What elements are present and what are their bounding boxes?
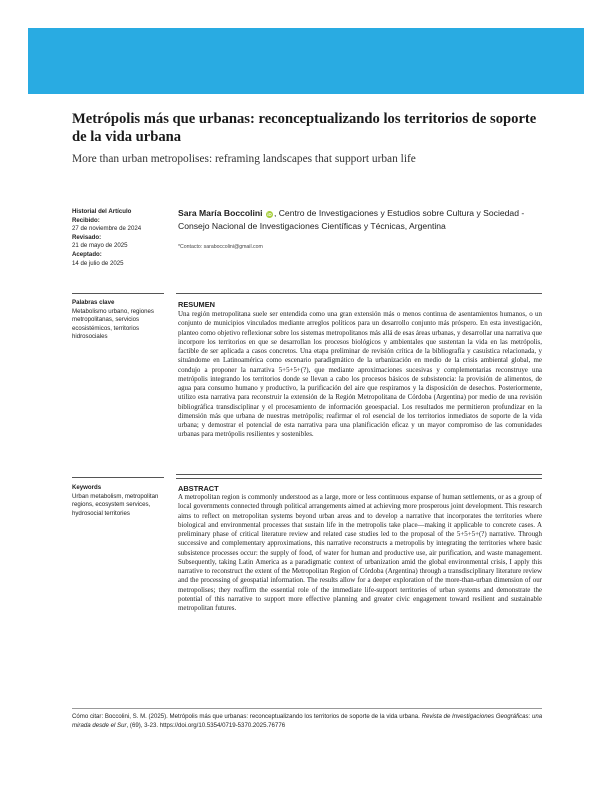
author-contact: *Contacto: saraboccolini@gmail.com — [178, 244, 263, 250]
article-history — [72, 208, 164, 268]
divider — [176, 478, 542, 479]
received-date: 27 de noviembre de 2024 — [72, 225, 142, 233]
divider — [176, 293, 542, 294]
abstract-heading: ABSTRACT — [178, 484, 219, 493]
accepted-date: 14 de julio de 2025 — [72, 259, 124, 267]
received-label: Recibido: — [72, 216, 100, 224]
citation-prefix: Cómo citar: Boccolini, S. M. (2025). Metrópolis más que urbanas: reconceptualizando los territorios de soporte de la vida urbana. — [72, 713, 422, 720]
keywords-es — [72, 299, 164, 342]
citation-divider — [72, 708, 542, 709]
citation — [72, 713, 552, 730]
keywords-es-text: Metabolismo urbano, regiones metropolitanas, servicios ecosistémicos, territorios hidrosociales — [72, 307, 154, 341]
author-affiliation: , Centro de Investigaciones y Estudios sobre Cultura y Sociedad - Consejo Nacional de Investigaciones Científicas y Técnicas, Argentina — [178, 208, 525, 231]
divider — [72, 477, 164, 478]
header-banner — [28, 28, 584, 94]
resumen-text: Una región metropolitana suele ser entendida como una gran extensión más o menos continua de asentamientos humanos, o un conjunto de municipios vinculados mediante arreglos políticos para un desarrollo conjunto más próspero. En esta investigación, planteo como objetivo reflexionar sobre los sistemas metropolitanos más allá de esas áreas urbanas, y desarrollar una narrativa que incorpore los territorios en que se desarrollan los procesos biológicos y ambientales que sustentan la vida en las metrópolis, factible de ser aplicada a casos concretos. Una etapa preliminar de revisión crítica de la bibliografía y casuística relacionada, y situándome en Latinoamérica como escenario paradigmático de la urbanización en medio de la crisis ambiental global, me condujo a proponer la narrativa 5+5+5+(?), que mediante aproximaciones sucesivas y complementarias reconstruye una metrópolis integrando los territorios donde se llevan a cabo los procesos básicos de subsistencia: la provisión de alimentos, de agua para consumo humano y productivo, la purificación del aire que respiramos y la disposición de desechos. Posteriormente, utilizo esta narrativa para reconstruir la extensión de la Región Metropolitana de Córdoba (Argentina) por medio de una revisión bibliográfica transdisciplinar y el procesamiento de información geoespacial. Los resultados me permitieron profundizar en la dimensión más que urbana de nuestras metrópolis; reafirmar el rol esencial de los territorios inmediatos de soporte de la vida urbana; y demostrar el potencial de esta narrativa para una planificación eficaz y un mayor compromiso de las comunidades urbanas para metrópolis resilientes y sostenibles. — [178, 310, 542, 439]
citation-journal: Revista de Investigaciones Geográficas: una mirada desde el Sur — [72, 713, 543, 729]
keywords-es-heading: Palabras clave — [72, 299, 115, 306]
resumen-heading: RESUMEN — [178, 300, 215, 309]
citation-suffix[interactable]: , (69), 3-23. https://doi.org/10.5354/0719-5370.2025.76776 — [126, 721, 286, 729]
abstract-text: A metropolitan region is commonly understood as a large, more or less continuous expanse of human settlements, or as a group of local governments connected through political arrangements aimed at achieving more prosperous joint development. This research aims to reflect on metropolitan systems beyond urban areas and to develop a narrative that incorporates the territories where biological and environmental processes that sustain life in the metropolis take place—making it applicable to concrete cases. A preliminary phase of critical literature review and related case studies led to the proposal of the 5+5+5+(?) narrative. Through successive and complementary approximations, this narrative reconstructs a metropolis by integrating the territories where basic subsistence processes occur: the supply of food, of water for human and productive use, air purification, and waste management. Subsequently, taking Latin America as a paradigmatic context of urbanization amid the global environmental crisis, I apply this narrative to reconstruct the extent of the Metropolitan Region of Córdoba (Argentina) through a transdisciplinary literature review and the processing of geospatial information. The results allow for a deeper exploration of the more-than-urban dimension of our metropolises; they reaffirm the essential role of the immediate life-support territories of urban systems and demonstrate the potential of this narrative to support more effective planning and greater civic engagement toward resilient and sustainable metropolitan futures. — [178, 493, 542, 612]
author-name: Sara María Boccolini — [178, 208, 263, 218]
author-block — [178, 207, 542, 233]
article-title: Metrópolis más que urbanas: reconceptualizando los territorios de soporte de la vida urbana — [72, 111, 537, 145]
revised-date: 21 de mayo de 2025 — [72, 242, 128, 250]
history-heading: Historial del Artículo — [72, 208, 132, 215]
article-subtitle: More than urban metropolises: reframing landscapes that support urban life — [72, 153, 416, 165]
divider — [176, 474, 542, 475]
revised-label: Revisado: — [72, 233, 102, 241]
divider — [72, 293, 164, 294]
keywords-en — [72, 484, 164, 518]
keywords-en-heading: Keywords — [72, 484, 102, 491]
keywords-en-text: Urban metabolism, metropolitan regions, ecosystem services, hydrosocial territories — [72, 492, 159, 517]
accepted-label: Aceptado: — [72, 250, 102, 258]
orcid-icon[interactable]: iD — [267, 212, 272, 217]
